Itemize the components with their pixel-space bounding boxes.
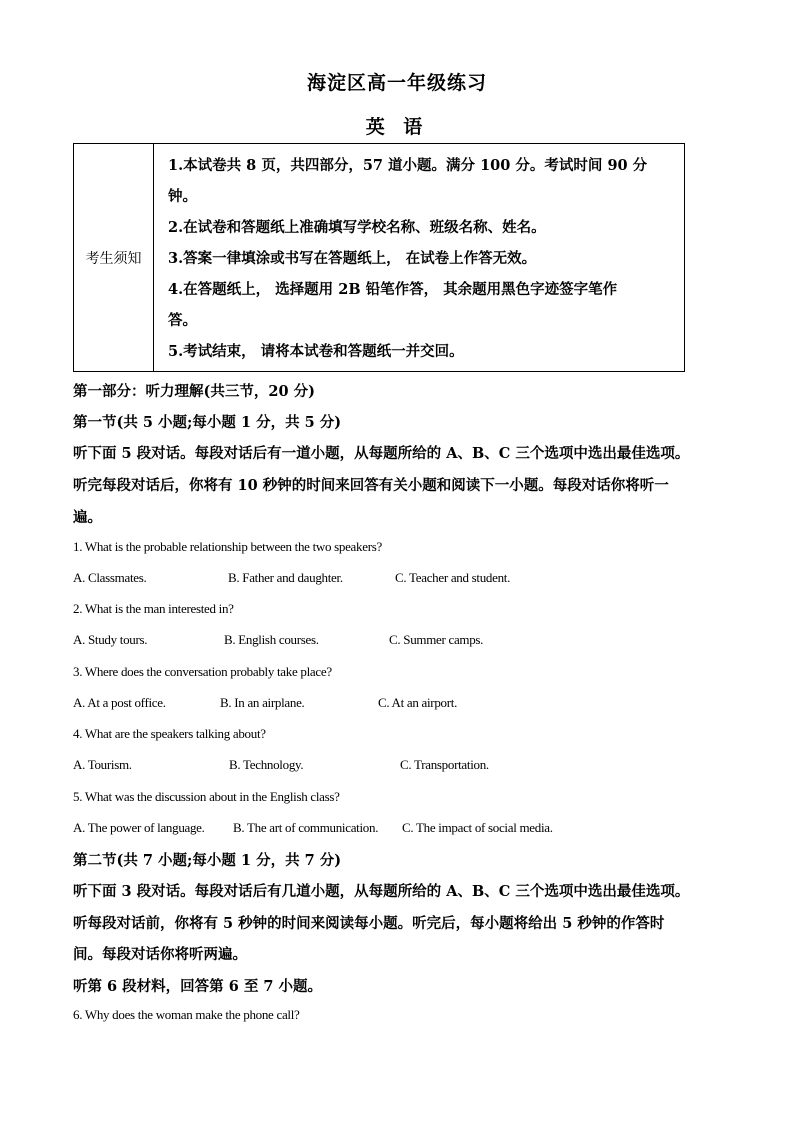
notice-line: 1.本试卷共 8 页，共四部分，57 道小题。满分 100 分。考试时间 90 分 bbox=[168, 157, 648, 174]
notice-content bbox=[168, 150, 674, 367]
notice-box bbox=[73, 143, 685, 372]
notice-label: 考生须知 bbox=[74, 144, 154, 371]
part1-heading: 第一部分：听力理解(共三节，20 分) bbox=[73, 383, 315, 400]
q1-option-a: A. Classmates. bbox=[73, 570, 147, 585]
q1-option-c: C. Teacher and student. bbox=[395, 570, 511, 585]
notice-line: 2.在试卷和答题纸上准确填写学校名称、班级名称、姓名。 bbox=[168, 219, 546, 236]
q3-option-c: C. At an airport. bbox=[378, 695, 458, 710]
q5-option-b: B. The art of communication. bbox=[233, 820, 379, 835]
question-4: 4. What are the speakers talking about? bbox=[73, 726, 266, 741]
section1-heading: 第一节(共 5 小题;每小题 1 分，共 5 分) bbox=[73, 414, 342, 431]
q5-option-c: C. The impact of social media. bbox=[402, 820, 553, 835]
material-note: 听第 6 段材料，回答第 6 至 7 小题。 bbox=[73, 978, 323, 995]
notice-line: 3.答案一律填涂或书写在答题纸上， 在试卷上作答无效。 bbox=[168, 250, 537, 267]
notice-line: 4.在答题纸上， 选择题用 2B 铅笔作答， 其余题用黑色字迹签字笔作 bbox=[168, 281, 618, 298]
notice-line: 钟。 bbox=[168, 188, 197, 205]
question-6: 6. Why does the woman make the phone call? bbox=[73, 1007, 300, 1022]
section1-instruction: 听下面 5 段对话。每段对话后有一道小题，从每题所给的 A、B、C 三个选项中选出最佳选项。 bbox=[73, 445, 690, 462]
section2-instruction: 听下面 3 段对话。每段对话后有几道小题，从每题所给的 A、B、C 三个选项中选出最佳选项。 bbox=[73, 883, 690, 900]
question-5: 5. What was the discussion about in the English class? bbox=[73, 789, 340, 804]
question-2: 2. What is the man interested in? bbox=[73, 601, 234, 616]
q3-option-a: A. At a post office. bbox=[73, 695, 166, 710]
q4-option-a: A. Tourism. bbox=[73, 757, 132, 772]
section1-instruction: 听完每段对话后，你将有 10 秒钟的时间来回答有关小题和阅读下一小题。每段对话你将听一 bbox=[73, 477, 669, 494]
question-3: 3. Where does the conversation probably take place? bbox=[73, 664, 332, 679]
q4-option-c: C. Transportation. bbox=[400, 757, 489, 772]
q4-option-b: B. Technology. bbox=[229, 757, 304, 772]
notice-line: 答。 bbox=[168, 312, 197, 329]
section1-instruction: 遍。 bbox=[73, 509, 102, 526]
section2-instruction: 间。每段对话你将听两遍。 bbox=[73, 946, 247, 963]
exam-subject: 英 语 bbox=[365, 116, 429, 138]
notice-line: 5.考试结束， 请将本试卷和答题纸一并交回。 bbox=[168, 343, 464, 360]
q5-option-a: A. The power of language. bbox=[73, 820, 205, 835]
section2-heading: 第二节(共 7 小题;每小题 1 分，共 7 分) bbox=[73, 852, 342, 869]
q2-option-c: C. Summer camps. bbox=[389, 632, 484, 647]
question-1: 1. What is the probable relationship between the two speakers? bbox=[73, 539, 382, 554]
q2-option-a: A. Study tours. bbox=[73, 632, 148, 647]
q1-option-b: B. Father and daughter. bbox=[228, 570, 343, 585]
section2-instruction: 听每段对话前，你将有 5 秒钟的时间来阅读每小题。听完后，每小题将给出 5 秒钟的作答时 bbox=[73, 915, 665, 932]
q3-option-b: B. In an airplane. bbox=[220, 695, 305, 710]
exam-title: 海淀区高一年级练习 bbox=[306, 72, 487, 94]
q2-option-b: B. English courses. bbox=[224, 632, 319, 647]
